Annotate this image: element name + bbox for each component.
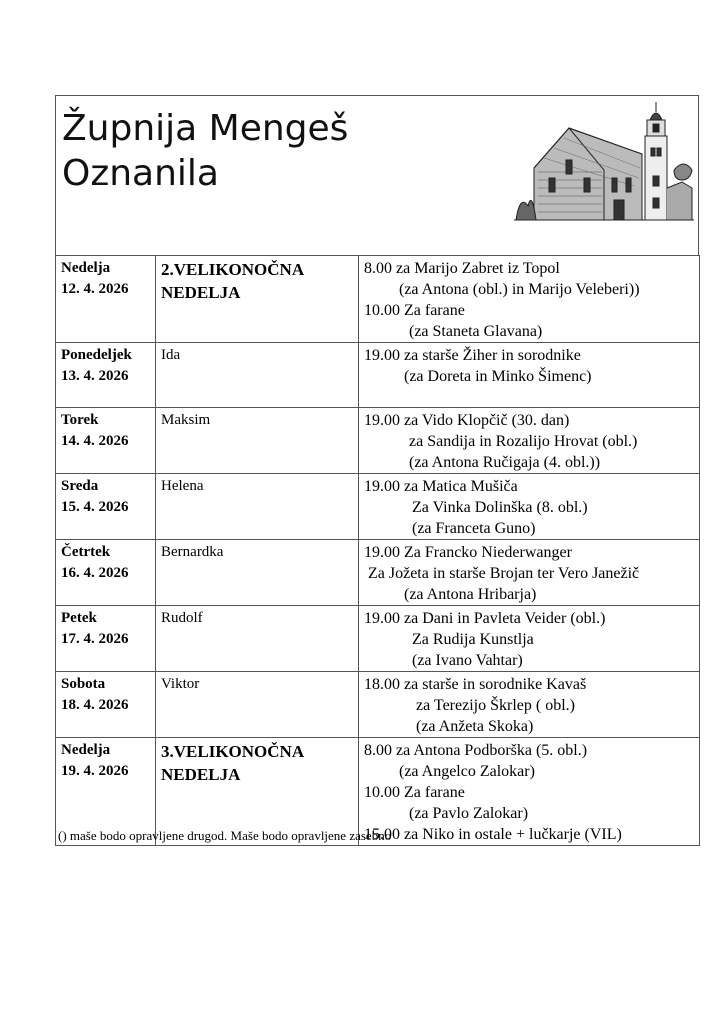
mass-line: 8.00 za Antona Podborška (5. obl.) <box>364 742 588 759</box>
mass-line: (za Staneta Glavana) <box>409 323 543 340</box>
saint-name: Bernardka <box>161 544 224 560</box>
feast-name: 2.VELIKONOČNA NEDELJA <box>161 260 304 302</box>
day-name: Torek <box>61 412 99 428</box>
day-name: Ponedeljek <box>61 347 132 363</box>
day-name: Nedelja <box>61 742 111 758</box>
masses-cell <box>359 474 700 540</box>
saint-cell <box>156 408 359 474</box>
day-date: 13. 4. 2026 <box>61 368 129 384</box>
day-date: 12. 4. 2026 <box>61 281 129 297</box>
saint-cell <box>156 672 359 738</box>
day-cell <box>56 540 156 606</box>
day-name: Petek <box>61 610 97 626</box>
day-date: 14. 4. 2026 <box>61 433 129 449</box>
mass-line: (za Antona (obl.) in Marijo Veleberi)) <box>399 281 640 298</box>
mass-schedule-table <box>55 255 700 846</box>
saint-name: Maksim <box>161 412 211 428</box>
saint-name: Rudolf <box>161 610 203 626</box>
mass-line: 19.00 za Vido Klopčič (30. dan) <box>364 412 570 429</box>
saint-cell <box>156 474 359 540</box>
saint-cell <box>156 256 359 343</box>
day-name: Sreda <box>61 478 99 494</box>
mass-line: za Sandija in Rozalijo Hrovat (obl.) <box>409 433 638 450</box>
mass-line: (za Ivano Vahtar) <box>412 652 523 669</box>
mass-line: (za Franceta Guno) <box>412 520 536 537</box>
mass-line: (za Anžeta Skoka) <box>416 718 534 735</box>
day-date: 15. 4. 2026 <box>61 499 129 515</box>
mass-line: 8.00 za Marijo Zabret iz Topol <box>364 260 560 277</box>
church-illustration <box>514 98 694 222</box>
day-name: Sobota <box>61 676 106 692</box>
mass-line: (za Antona Hribarja) <box>404 586 537 603</box>
mass-line: 19.00 za Matica Mušiča <box>364 478 518 495</box>
table-row <box>56 256 700 343</box>
saint-cell <box>156 343 359 408</box>
saint-name: Ida <box>161 347 181 363</box>
day-date: 18. 4. 2026 <box>61 697 129 713</box>
masses-cell <box>359 606 700 672</box>
bulletin-title: Oznanila <box>62 153 219 194</box>
day-cell <box>56 343 156 408</box>
saint-cell <box>156 540 359 606</box>
mass-line: (za Angelco Zalokar) <box>399 763 535 780</box>
feast-name: 3.VELIKONOČNA NEDELJA <box>161 742 304 784</box>
masses-cell <box>359 672 700 738</box>
mass-line: 10.00 Za farane <box>364 302 465 319</box>
masses-cell <box>359 343 700 408</box>
mass-line: 19.00 za Dani in Pavleta Veider (obl.) <box>364 610 606 627</box>
masses-cell <box>359 408 700 474</box>
footnote: () maše bodo opravljene drugod. Maše bodo opravljene zasebno <box>58 828 392 843</box>
table-row <box>56 672 700 738</box>
masses-cell <box>359 540 700 606</box>
bulletin-header <box>55 95 699 255</box>
mass-line: za Terezijo Škrlep ( obl.) <box>416 697 575 714</box>
table-row <box>56 408 700 474</box>
day-date: 19. 4. 2026 <box>61 763 129 779</box>
day-cell <box>56 474 156 540</box>
table-row <box>56 474 700 540</box>
mass-line: 10.00 Za farane <box>364 784 465 801</box>
mass-line: Za Jožeta in starše Brojan ter Vero Janežič <box>368 565 640 582</box>
day-cell <box>56 408 156 474</box>
day-cell <box>56 256 156 343</box>
table-row <box>56 540 700 606</box>
day-cell <box>56 672 156 738</box>
day-name: Nedelja <box>61 260 111 276</box>
mass-line: Za Rudija Kunstlja <box>412 631 534 648</box>
day-cell <box>56 606 156 672</box>
table-row <box>56 343 700 408</box>
day-date: 17. 4. 2026 <box>61 631 129 647</box>
saint-name: Viktor <box>161 676 200 692</box>
table-row <box>56 606 700 672</box>
mass-line: 15.00 za Niko in ostale + lučkarje (VIL) <box>364 826 622 843</box>
mass-line: (za Antona Ručigaja (4. obl.)) <box>409 454 601 471</box>
parish-name: Župnija Mengeš <box>62 108 349 149</box>
masses-cell <box>359 256 700 343</box>
mass-line: 19.00 Za Francko Niederwanger <box>364 544 572 561</box>
page-title <box>62 106 348 196</box>
mass-line: 19.00 za starše Žiher in sorodnike <box>364 347 581 364</box>
mass-line: 18.00 za starše in sorodnike Kavaš <box>364 676 587 693</box>
saint-name: Helena <box>161 478 204 494</box>
saint-cell <box>156 606 359 672</box>
day-name: Četrtek <box>61 544 111 560</box>
masses-cell <box>359 738 700 846</box>
mass-line: (za Doreta in Minko Šimenc) <box>404 368 592 385</box>
day-date: 16. 4. 2026 <box>61 565 129 581</box>
mass-line: Za Vinka Dolinška (8. obl.) <box>412 499 588 516</box>
mass-line: (za Pavlo Zalokar) <box>409 805 529 822</box>
